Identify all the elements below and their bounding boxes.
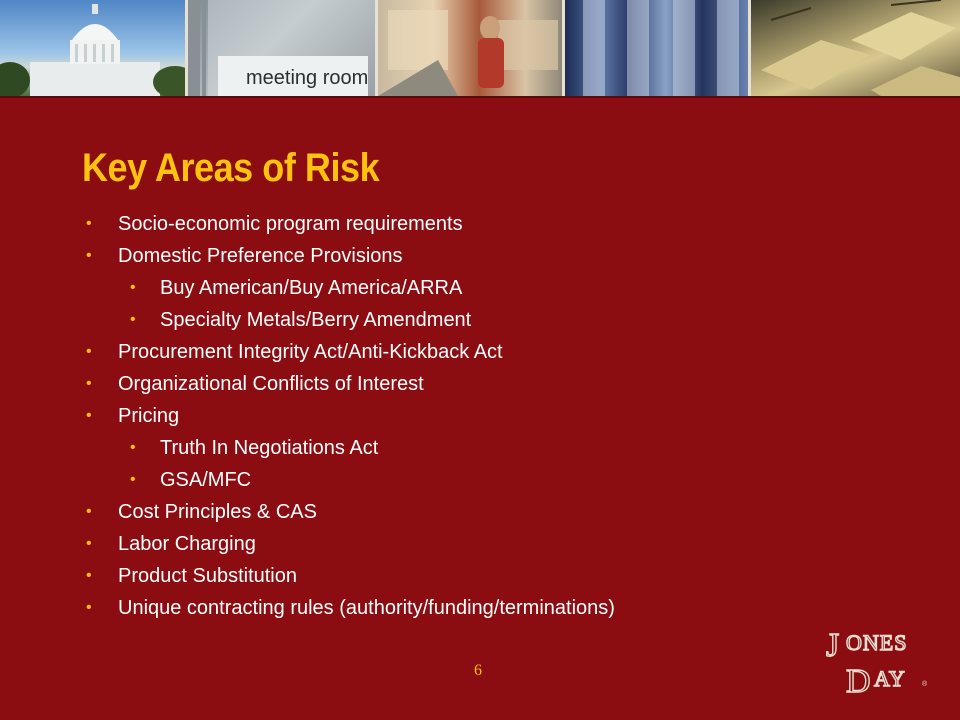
sub-list-item [0,272,615,304]
svg-text:AY: AY [874,666,906,691]
bullet-icon: • [86,343,92,360]
list-item-text: Cost Principles & CAS [118,501,317,523]
bullet-icon: • [130,471,136,488]
sub-list-item [0,464,615,496]
mall-photo [378,0,565,96]
svg-text:®: ® [922,681,928,688]
columns-photo [565,0,751,96]
list-item-text: Procurement Integrity Act/Anti-Kickback Act [118,341,503,363]
svg-text:D: D [846,663,871,696]
bullet-icon: • [130,439,136,456]
bullet-icon: • [86,407,92,424]
bullet-icon: • [86,567,92,584]
list-item-text: Socio-economic program requirements [118,213,463,235]
list-item-text: Product Substitution [118,565,297,587]
slide-title: Key Areas of Risk [82,146,380,190]
bullet-list [0,208,615,624]
bullet-icon: • [86,599,92,616]
bullet-icon: • [86,503,92,520]
list-item [0,496,615,528]
sub-list-item [0,304,615,336]
vehicles-photo [751,0,960,96]
bullet-icon: • [86,375,92,392]
list-item-text: GSA/MFC [160,469,252,491]
capitol-photo [0,0,188,96]
list-item-text: Labor Charging [118,533,256,555]
list-item-text: Truth In Negotiations Act [160,437,379,459]
list-item [0,208,615,240]
list-item [0,400,615,432]
svg-text:ONES: ONES [846,630,908,655]
bullet-icon: • [130,311,136,328]
meeting-room-photo [188,0,379,96]
list-item-text: Buy American/Buy America/ARRA [160,277,463,299]
bullet-icon: • [86,247,92,264]
list-item [0,560,615,592]
sub-list-item [0,432,615,464]
photo-banner [0,0,960,98]
meeting-room-sign: meeting room [245,67,368,89]
list-item [0,368,615,400]
list-item-text: Specialty Metals/Berry Amendment [160,309,472,331]
list-item [0,240,615,272]
svg-text:J: J [826,627,840,664]
bullet-icon: • [130,279,136,296]
list-item [0,336,615,368]
bullet-icon: • [86,535,92,552]
list-item [0,592,615,624]
list-item-text: Pricing [118,405,180,427]
jones-day-logo [824,622,934,696]
list-item-text: Domestic Preference Provisions [118,245,403,267]
list-item-text: Unique contracting rules (authority/funding/terminations) [118,597,615,619]
list-item [0,528,615,560]
bullet-icon: • [86,215,92,232]
page-number: 6 [474,662,482,679]
list-item-text: Organizational Conflicts of Interest [118,373,424,395]
